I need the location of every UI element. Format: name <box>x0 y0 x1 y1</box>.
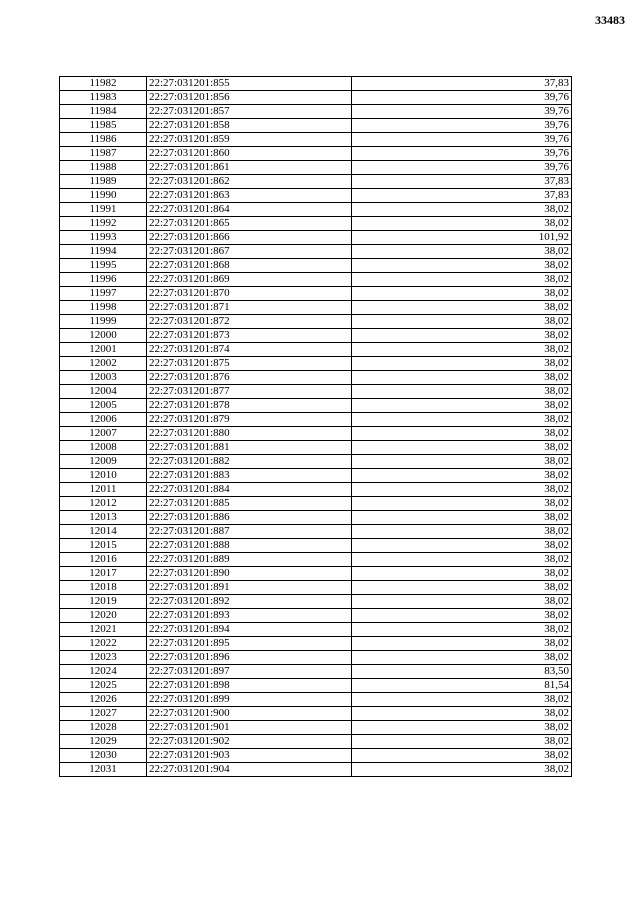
cadastral-number-cell: 22:27:031201:860 <box>147 147 352 161</box>
area-value-cell: 38,02 <box>352 469 572 483</box>
cadastral-number-cell: 22:27:031201:877 <box>147 385 352 399</box>
cadastral-number-cell: 22:27:031201:856 <box>147 91 352 105</box>
cadastral-number-cell: 22:27:031201:857 <box>147 105 352 119</box>
cadastral-number-cell: 22:27:031201:890 <box>147 567 352 581</box>
table-row <box>60 441 572 455</box>
cadastral-number-cell: 22:27:031201:902 <box>147 735 352 749</box>
row-number-cell: 12030 <box>60 749 147 763</box>
table-row <box>60 399 572 413</box>
cadastral-number-cell: 22:27:031201:884 <box>147 483 352 497</box>
cadastral-number-cell: 22:27:031201:897 <box>147 665 352 679</box>
area-value-cell: 38,02 <box>352 581 572 595</box>
row-number-cell: 12026 <box>60 693 147 707</box>
area-value-cell: 39,76 <box>352 161 572 175</box>
area-value-cell: 38,02 <box>352 525 572 539</box>
row-number-cell: 11997 <box>60 287 147 301</box>
table-row <box>60 357 572 371</box>
area-value-cell: 38,02 <box>352 483 572 497</box>
row-number-cell: 12004 <box>60 385 147 399</box>
table-row <box>60 707 572 721</box>
cadastral-number-cell: 22:27:031201:875 <box>147 357 352 371</box>
table-row <box>60 525 572 539</box>
row-number-cell: 12029 <box>60 735 147 749</box>
area-value-cell: 38,02 <box>352 567 572 581</box>
cadastral-number-cell: 22:27:031201:873 <box>147 329 352 343</box>
row-number-cell: 11989 <box>60 175 147 189</box>
table-row <box>60 651 572 665</box>
row-number-cell: 12008 <box>60 441 147 455</box>
area-value-cell: 38,02 <box>352 637 572 651</box>
area-value-cell: 81,54 <box>352 679 572 693</box>
row-number-cell: 12016 <box>60 553 147 567</box>
area-value-cell: 38,02 <box>352 693 572 707</box>
area-value-cell: 38,02 <box>352 357 572 371</box>
cadastral-number-cell: 22:27:031201:882 <box>147 455 352 469</box>
area-value-cell: 38,02 <box>352 497 572 511</box>
row-number-cell: 11985 <box>60 119 147 133</box>
table-row <box>60 581 572 595</box>
table-row <box>60 455 572 469</box>
cadastral-number-cell: 22:27:031201:874 <box>147 343 352 357</box>
row-number-cell: 11983 <box>60 91 147 105</box>
table-row <box>60 679 572 693</box>
table-row <box>60 763 572 777</box>
area-value-cell: 38,02 <box>352 553 572 567</box>
row-number-cell: 11999 <box>60 315 147 329</box>
area-value-cell: 39,76 <box>352 119 572 133</box>
row-number-cell: 11998 <box>60 301 147 315</box>
area-value-cell: 38,02 <box>352 441 572 455</box>
row-number-cell: 11991 <box>60 203 147 217</box>
table-row <box>60 245 572 259</box>
area-value-cell: 38,02 <box>352 259 572 273</box>
table-row <box>60 119 572 133</box>
table-row <box>60 497 572 511</box>
cadastral-number-cell: 22:27:031201:858 <box>147 119 352 133</box>
table-row <box>60 567 572 581</box>
cadastral-number-cell: 22:27:031201:872 <box>147 315 352 329</box>
row-number-cell: 12010 <box>60 469 147 483</box>
row-number-cell: 12000 <box>60 329 147 343</box>
row-number-cell: 12003 <box>60 371 147 385</box>
table-row <box>60 175 572 189</box>
area-value-cell: 38,02 <box>352 595 572 609</box>
cadastral-number-cell: 22:27:031201:863 <box>147 189 352 203</box>
cadastral-number-cell: 22:27:031201:868 <box>147 259 352 273</box>
table-row <box>60 385 572 399</box>
area-value-cell: 38,02 <box>352 385 572 399</box>
table-row <box>60 189 572 203</box>
table-row <box>60 371 572 385</box>
cadastral-number-cell: 22:27:031201:886 <box>147 511 352 525</box>
area-value-cell: 38,02 <box>352 273 572 287</box>
area-value-cell: 38,02 <box>352 511 572 525</box>
area-value-cell: 38,02 <box>352 315 572 329</box>
row-number-cell: 12027 <box>60 707 147 721</box>
cadastral-number-cell: 22:27:031201:900 <box>147 707 352 721</box>
table-row <box>60 231 572 245</box>
table-row <box>60 273 572 287</box>
row-number-cell: 11986 <box>60 133 147 147</box>
cadastral-number-cell: 22:27:031201:901 <box>147 721 352 735</box>
area-value-cell: 39,76 <box>352 147 572 161</box>
table-row <box>60 259 572 273</box>
row-number-cell: 11987 <box>60 147 147 161</box>
row-number-cell: 12005 <box>60 399 147 413</box>
table-row <box>60 553 572 567</box>
row-number-cell: 12007 <box>60 427 147 441</box>
row-number-cell: 12028 <box>60 721 147 735</box>
row-number-cell: 12020 <box>60 609 147 623</box>
cadastral-number-cell: 22:27:031201:898 <box>147 679 352 693</box>
cadastral-number-cell: 22:27:031201:889 <box>147 553 352 567</box>
table-row <box>60 623 572 637</box>
row-number-cell: 12025 <box>60 679 147 693</box>
table-row <box>60 693 572 707</box>
cadastral-number-cell: 22:27:031201:865 <box>147 217 352 231</box>
table-row <box>60 315 572 329</box>
table-row <box>60 343 572 357</box>
area-value-cell: 38,02 <box>352 651 572 665</box>
cadastral-number-cell: 22:27:031201:887 <box>147 525 352 539</box>
area-value-cell: 38,02 <box>352 203 572 217</box>
table-row <box>60 637 572 651</box>
cadastral-number-cell: 22:27:031201:870 <box>147 287 352 301</box>
cadastral-number-cell: 22:27:031201:871 <box>147 301 352 315</box>
table-row <box>60 91 572 105</box>
area-value-cell: 38,02 <box>352 399 572 413</box>
cadastral-number-cell: 22:27:031201:878 <box>147 399 352 413</box>
table-row <box>60 287 572 301</box>
area-value-cell: 37,83 <box>352 77 572 91</box>
row-number-cell: 12015 <box>60 539 147 553</box>
table-row <box>60 539 572 553</box>
row-number-cell: 12013 <box>60 511 147 525</box>
row-number-cell: 12023 <box>60 651 147 665</box>
table-row <box>60 105 572 119</box>
table-row <box>60 609 572 623</box>
cadastral-number-cell: 22:27:031201:895 <box>147 637 352 651</box>
area-value-cell: 38,02 <box>352 609 572 623</box>
row-number-cell: 11996 <box>60 273 147 287</box>
area-value-cell: 38,02 <box>352 623 572 637</box>
area-value-cell: 38,02 <box>352 287 572 301</box>
area-value-cell: 38,02 <box>352 413 572 427</box>
row-number-cell: 12022 <box>60 637 147 651</box>
table-row <box>60 203 572 217</box>
area-value-cell: 38,02 <box>352 217 572 231</box>
area-value-cell: 101,92 <box>352 231 572 245</box>
table-row <box>60 469 572 483</box>
area-value-cell: 39,76 <box>352 91 572 105</box>
table-row <box>60 511 572 525</box>
table-row <box>60 329 572 343</box>
area-value-cell: 38,02 <box>352 707 572 721</box>
table-row <box>60 413 572 427</box>
area-value-cell: 38,02 <box>352 329 572 343</box>
area-value-cell: 38,02 <box>352 427 572 441</box>
row-number-cell: 11988 <box>60 161 147 175</box>
cadastral-number-cell: 22:27:031201:891 <box>147 581 352 595</box>
area-value-cell: 38,02 <box>352 721 572 735</box>
cadastral-number-cell: 22:27:031201:880 <box>147 427 352 441</box>
cadastral-number-cell: 22:27:031201:876 <box>147 371 352 385</box>
row-number-cell: 12021 <box>60 623 147 637</box>
cadastral-number-cell: 22:27:031201:861 <box>147 161 352 175</box>
cadastral-number-cell: 22:27:031201:864 <box>147 203 352 217</box>
cadastral-number-cell: 22:27:031201:859 <box>147 133 352 147</box>
area-value-cell: 38,02 <box>352 245 572 259</box>
table-row <box>60 77 572 91</box>
table-row <box>60 749 572 763</box>
table-row <box>60 721 572 735</box>
area-value-cell: 37,83 <box>352 189 572 203</box>
cadastral-number-cell: 22:27:031201:899 <box>147 693 352 707</box>
row-number-cell: 12011 <box>60 483 147 497</box>
cadastral-number-cell: 22:27:031201:879 <box>147 413 352 427</box>
cadastral-number-cell: 22:27:031201:862 <box>147 175 352 189</box>
cadastral-number-cell: 22:27:031201:893 <box>147 609 352 623</box>
area-value-cell: 38,02 <box>352 301 572 315</box>
area-value-cell: 38,02 <box>352 763 572 777</box>
area-value-cell: 83,50 <box>352 665 572 679</box>
table-row <box>60 301 572 315</box>
row-number-cell: 12031 <box>60 763 147 777</box>
table-row <box>60 735 572 749</box>
row-number-cell: 12006 <box>60 413 147 427</box>
table-row <box>60 147 572 161</box>
cadastral-number-cell: 22:27:031201:894 <box>147 623 352 637</box>
row-number-cell: 12017 <box>60 567 147 581</box>
area-value-cell: 38,02 <box>352 735 572 749</box>
area-value-cell: 38,02 <box>352 539 572 553</box>
area-value-cell: 38,02 <box>352 455 572 469</box>
area-value-cell: 38,02 <box>352 343 572 357</box>
row-number-cell: 12019 <box>60 595 147 609</box>
table-row <box>60 483 572 497</box>
row-number-cell: 12002 <box>60 357 147 371</box>
cadastral-number-cell: 22:27:031201:896 <box>147 651 352 665</box>
cadastral-number-cell: 22:27:031201:867 <box>147 245 352 259</box>
row-number-cell: 12014 <box>60 525 147 539</box>
cadastral-number-cell: 22:27:031201:904 <box>147 763 352 777</box>
row-number-cell: 11990 <box>60 189 147 203</box>
cadastral-number-cell: 22:27:031201:888 <box>147 539 352 553</box>
cadastral-number-cell: 22:27:031201:866 <box>147 231 352 245</box>
table-row <box>60 133 572 147</box>
cadastral-number-cell: 22:27:031201:892 <box>147 595 352 609</box>
area-value-cell: 39,76 <box>352 133 572 147</box>
row-number-cell: 12001 <box>60 343 147 357</box>
cadastral-number-cell: 22:27:031201:883 <box>147 469 352 483</box>
area-value-cell: 38,02 <box>352 749 572 763</box>
cadastral-number-cell: 22:27:031201:855 <box>147 77 352 91</box>
table-row <box>60 217 572 231</box>
cadastral-number-cell: 22:27:031201:903 <box>147 749 352 763</box>
row-number-cell: 11995 <box>60 259 147 273</box>
row-number-cell: 11982 <box>60 77 147 91</box>
table-row <box>60 595 572 609</box>
row-number-cell: 11994 <box>60 245 147 259</box>
row-number-cell: 12018 <box>60 581 147 595</box>
registry-table <box>59 76 572 777</box>
row-number-cell: 11992 <box>60 217 147 231</box>
registry-table-body <box>60 77 572 777</box>
row-number-cell: 11984 <box>60 105 147 119</box>
table-row <box>60 665 572 679</box>
row-number-cell: 12012 <box>60 497 147 511</box>
table-row <box>60 427 572 441</box>
area-value-cell: 37,83 <box>352 175 572 189</box>
row-number-cell: 11993 <box>60 231 147 245</box>
cadastral-number-cell: 22:27:031201:881 <box>147 441 352 455</box>
row-number-cell: 12024 <box>60 665 147 679</box>
cadastral-number-cell: 22:27:031201:885 <box>147 497 352 511</box>
row-number-cell: 12009 <box>60 455 147 469</box>
cadastral-number-cell: 22:27:031201:869 <box>147 273 352 287</box>
area-value-cell: 38,02 <box>352 371 572 385</box>
table-row <box>60 161 572 175</box>
page-number: 33483 <box>595 13 625 27</box>
area-value-cell: 39,76 <box>352 105 572 119</box>
